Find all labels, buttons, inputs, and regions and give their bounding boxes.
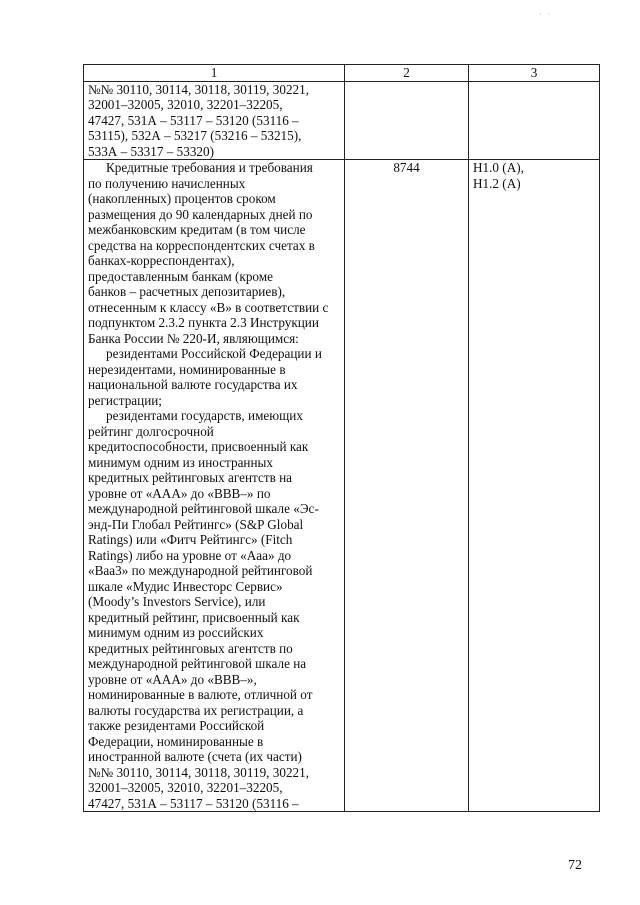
row2-line: валюты государства их регистрации, а [88,702,304,718]
row1-description [84,81,345,160]
row2-line: минимум одним из российских [88,625,264,640]
row2-line: уровне от «ААА» до «BBB–», [88,671,257,687]
row2-norm: Н1.0 (А), [473,160,524,175]
row2-line: кредитный рейтинг, присвоенный как [88,609,300,625]
row1-line: 32001–32005, 32010, 32201–32205, [88,97,283,112]
row2-line: регистрации; [88,392,162,408]
row2-line: кредитных рейтинговых агентств по [88,640,293,656]
row2-line: размещения до 90 календарных дней по [88,206,313,222]
row2-norms [469,160,600,812]
row2-line: подпунктом 2.3.2 пункта 2.3 Инструкции [88,315,319,330]
table-row [84,81,600,160]
row2-line: шкале «Мудис Инвесторс Сервис» [88,578,283,594]
column-header-3: 3 [469,65,600,82]
row2-code: 8744 [345,160,469,812]
row2-line: рейтинг долгосрочной [88,423,214,439]
row1-code [345,81,469,160]
row2-line: отнесенным к классу «В» в соответствии с [88,299,329,315]
row2-line: 32001–32005, 32010, 32201–32205, [88,780,283,795]
row2-line: уровне от «ААА» до «BBB–» по [88,485,271,501]
row2-line: Федерации, номинированные в [88,733,264,749]
row2-description [84,160,345,812]
document-table [83,64,600,812]
row2-line: (Moody’s Investors Service), или [88,594,266,609]
row2-line: «Baa3» по международной рейтинговой [88,563,313,578]
row2-line: также резидентами Российской [88,718,265,733]
corner-mark: · · [539,10,553,19]
row2-line: нерезидентами, номинированные в [88,361,286,377]
column-header-2: 2 [345,65,469,82]
row2-line: межбанковским кредитам (в том числе [88,222,306,237]
row2-line: Ratings) или «Фитч Рейтингс» (Fitch [88,532,293,547]
page-number: 72 [568,858,582,873]
row2-line: резидентами Российской Федерации и [106,346,322,361]
row2-line: кредитоспособности, присвоенный как [88,439,309,454]
row2-line: предоставленным банкам (кроме [88,268,273,284]
row2-line: 47427, 531А – 53117 – 53120 (53116 – [88,795,299,811]
row2-line: резидентами государств, имеющих [106,408,303,423]
row2-line: минимум одним из иностранных [88,454,273,470]
row1-line: 47427, 531А – 53117 – 53120 (53116 – [88,112,299,128]
row2-line: банках-корреспондентах), [88,253,235,268]
row2-line: энд-Пи Глобал Рейтингс» (S&P Global [88,516,304,532]
row2-line: международной рейтинговой шкале на [88,656,307,671]
row2-line: банков – расчетных депозитариев), [88,284,286,299]
row2-line: кредитных рейтинговых агентств на [88,470,293,485]
row1-norms [469,81,600,160]
table-header-row [84,65,600,82]
row2-line: Банка России № 220-И, являющимся: [88,330,299,346]
row2-line: Ratings) либо на уровне от «Aaa» до [88,547,292,563]
row2-line: по получению начисленных [88,175,246,191]
row2-line: номинированные в валюте, отличной от [88,687,313,702]
row1-line: 533А – 53317 – 53320) [88,143,215,159]
row1-line: №№ 30110, 30114, 30118, 30119, 30221, [88,81,310,97]
row1-line: 53115), 532А – 53217 (53216 – 53215), [88,128,302,143]
column-header-1: 1 [84,65,345,82]
row2-line: иностранной валюте (счета (их части) [88,749,302,764]
table-row [84,160,600,812]
row2-norm: Н1.2 (А) [473,175,521,191]
row2-line: №№ 30110, 30114, 30118, 30119, 30221, [88,764,310,780]
row2-line: (накопленных) процентов сроком [88,191,276,206]
row2-line: национальной валюте государства их [88,377,298,392]
row2-line: средства на корреспондентских счетах в [88,237,315,253]
row2-line: международной рейтинговой шкале «Эс- [88,501,319,516]
row2-line: Кредитные требования и требования [106,160,313,175]
